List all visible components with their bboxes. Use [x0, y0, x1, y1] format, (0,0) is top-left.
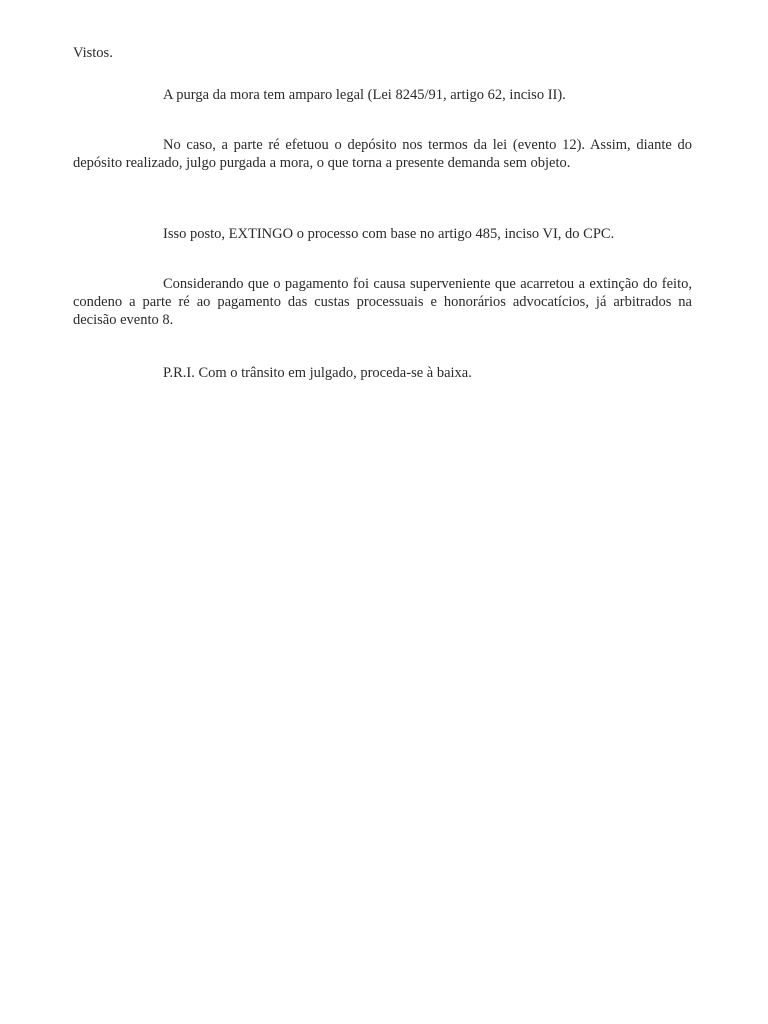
paragraph-ruling: Isso posto, EXTINGO o processo com base no artigo 485, inciso VI, do CPC.: [163, 226, 615, 242]
paragraph-legal-basis: A purga da mora tem amparo legal (Lei 8245/91, artigo 62, inciso II).: [163, 87, 566, 103]
paragraph-case-facts: No caso, a parte ré efetuou o depósito nos termos da lei (evento 12). Assim, diante do depósito realizado, julgo purgada a mora, o que torna a presente demanda sem objeto.: [73, 137, 692, 171]
paragraph-closing: P.R.I. Com o trânsito em julgado, proceda-se à baixa.: [163, 365, 472, 381]
paragraph-costs: Considerando que o pagamento foi causa superveniente que acarretou a extinção do feito, condeno a parte ré ao pagamento das custas processuais e honorários advocatícios, já arbitrados na decisão evento 8.: [73, 276, 692, 328]
greeting-text: Vistos.: [73, 45, 113, 61]
